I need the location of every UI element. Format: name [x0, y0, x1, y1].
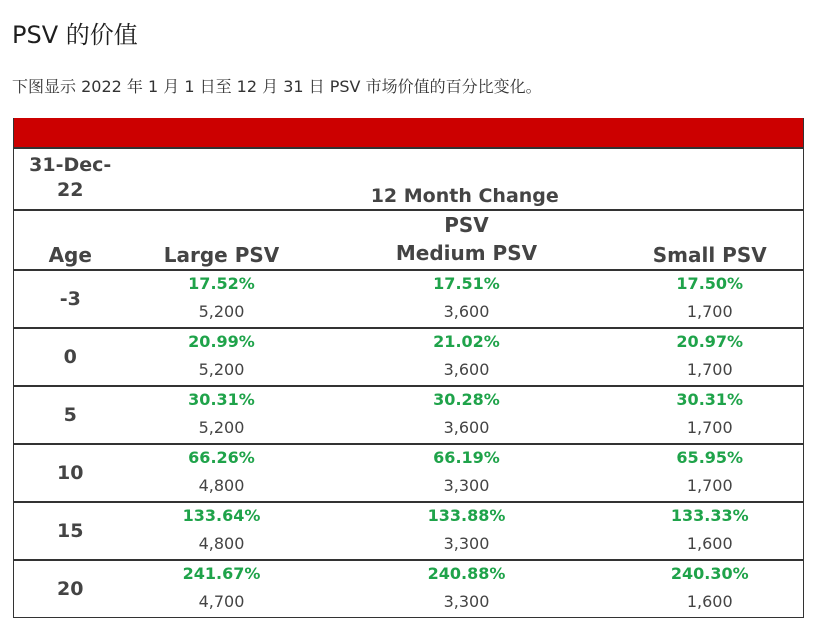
small-psv-cell: [617, 270, 804, 328]
large-psv-cell: [127, 386, 317, 444]
table-row: [14, 386, 804, 444]
medium-market-value: 3,600: [443, 418, 490, 437]
medium-psv-cell: [317, 560, 617, 618]
medium-percent-change: 21.02%: [433, 332, 500, 351]
medium-percent-change: 240.88%: [427, 564, 506, 583]
small-percent-change: 65.95%: [676, 448, 744, 467]
large-psv-cell: [127, 560, 317, 618]
medium-market-value: 3,600: [443, 302, 490, 321]
medium-percent-change: 66.19%: [433, 448, 500, 467]
column-header-medium-label: Medium PSV: [395, 241, 538, 265]
large-market-value: 4,800: [198, 534, 245, 553]
age-cell: 0: [14, 328, 127, 386]
column-header-large: [127, 210, 317, 270]
medium-market-value: 3,600: [443, 360, 490, 379]
large-psv-cell: [127, 502, 317, 560]
medium-psv-cell: [317, 270, 617, 328]
table-row: [14, 328, 804, 386]
small-percent-change: 240.30%: [670, 564, 749, 583]
large-percent-change: 133.64%: [182, 506, 261, 525]
column-group-psv-label: PSV: [444, 213, 489, 237]
large-percent-change: 66.26%: [188, 448, 255, 467]
table-row: [14, 560, 804, 618]
page-title: PSV 的价值: [12, 21, 138, 49]
small-percent-change: 17.50%: [676, 274, 744, 293]
medium-psv-cell: [317, 328, 617, 386]
small-market-value: 1,700: [686, 476, 733, 495]
small-percent-change: 30.31%: [676, 390, 744, 409]
medium-market-value: 3,300: [443, 592, 490, 611]
large-percent-change: 17.52%: [188, 274, 255, 293]
column-header-age-label: Age: [48, 243, 92, 267]
table-row: [14, 444, 804, 502]
medium-percent-change: 30.28%: [433, 390, 500, 409]
age-cell: 20: [57, 578, 84, 600]
column-header-small-label: Small PSV: [652, 243, 767, 267]
large-percent-change: 20.99%: [188, 332, 255, 351]
column-header-medium: [317, 210, 617, 270]
large-market-value: 4,800: [198, 476, 245, 495]
change-label: 12 Month Change: [370, 185, 559, 207]
column-header-large-label: Large PSV: [163, 243, 280, 267]
small-psv-cell: [617, 386, 804, 444]
large-psv-cell: [127, 444, 317, 502]
large-market-value: 5,200: [198, 418, 245, 437]
small-psv-cell: [617, 444, 804, 502]
medium-market-value: 3,300: [443, 534, 490, 553]
small-market-value: 1,700: [686, 302, 733, 321]
date-label-line2: 22: [57, 179, 84, 201]
small-psv-cell: [617, 560, 804, 618]
age-cell: -3: [14, 270, 127, 328]
medium-psv-cell: [317, 502, 617, 560]
header-bar-cell: [14, 118, 804, 148]
date-label-line1: 31-Dec-: [29, 154, 112, 176]
medium-psv-cell: [317, 444, 617, 502]
table-row: [14, 270, 804, 328]
large-percent-change: 30.31%: [188, 390, 255, 409]
intro-text: 下图显示 2022 年 1 月 1 日至 12 月 31 日 PSV 市场价值的百分比变化。: [12, 77, 542, 96]
column-header-age: [14, 210, 127, 270]
small-percent-change: 133.33%: [670, 506, 749, 525]
psv-value-table: [13, 118, 804, 618]
column-header-small: [617, 210, 804, 270]
large-psv-cell: [127, 328, 317, 386]
medium-percent-change: 17.51%: [433, 274, 500, 293]
large-psv-cell: [127, 270, 317, 328]
date-label-cell: [14, 148, 127, 210]
age-cell: 5: [14, 386, 127, 444]
age-cell: 15: [14, 502, 127, 560]
small-market-value: 1,600: [686, 592, 733, 611]
large-market-value: 5,200: [198, 302, 245, 321]
medium-market-value: 3,300: [443, 476, 490, 495]
table-row: [14, 502, 804, 560]
large-market-value: 4,700: [198, 592, 245, 611]
change-label-cell: [127, 148, 804, 210]
small-market-value: 1,700: [686, 360, 733, 379]
small-psv-cell: [617, 328, 804, 386]
medium-percent-change: 133.88%: [427, 506, 506, 525]
large-percent-change: 241.67%: [182, 564, 261, 583]
small-market-value: 1,700: [686, 418, 733, 437]
table-header-bar: [14, 118, 804, 148]
age-cell: 10: [14, 444, 127, 502]
large-market-value: 5,200: [198, 360, 245, 379]
small-psv-cell: [617, 502, 804, 560]
medium-psv-cell: [317, 386, 617, 444]
small-percent-change: 20.97%: [676, 332, 744, 351]
table-header-row-columns: [14, 210, 804, 270]
table-header-row-date: [14, 148, 804, 210]
small-market-value: 1,600: [686, 534, 733, 553]
